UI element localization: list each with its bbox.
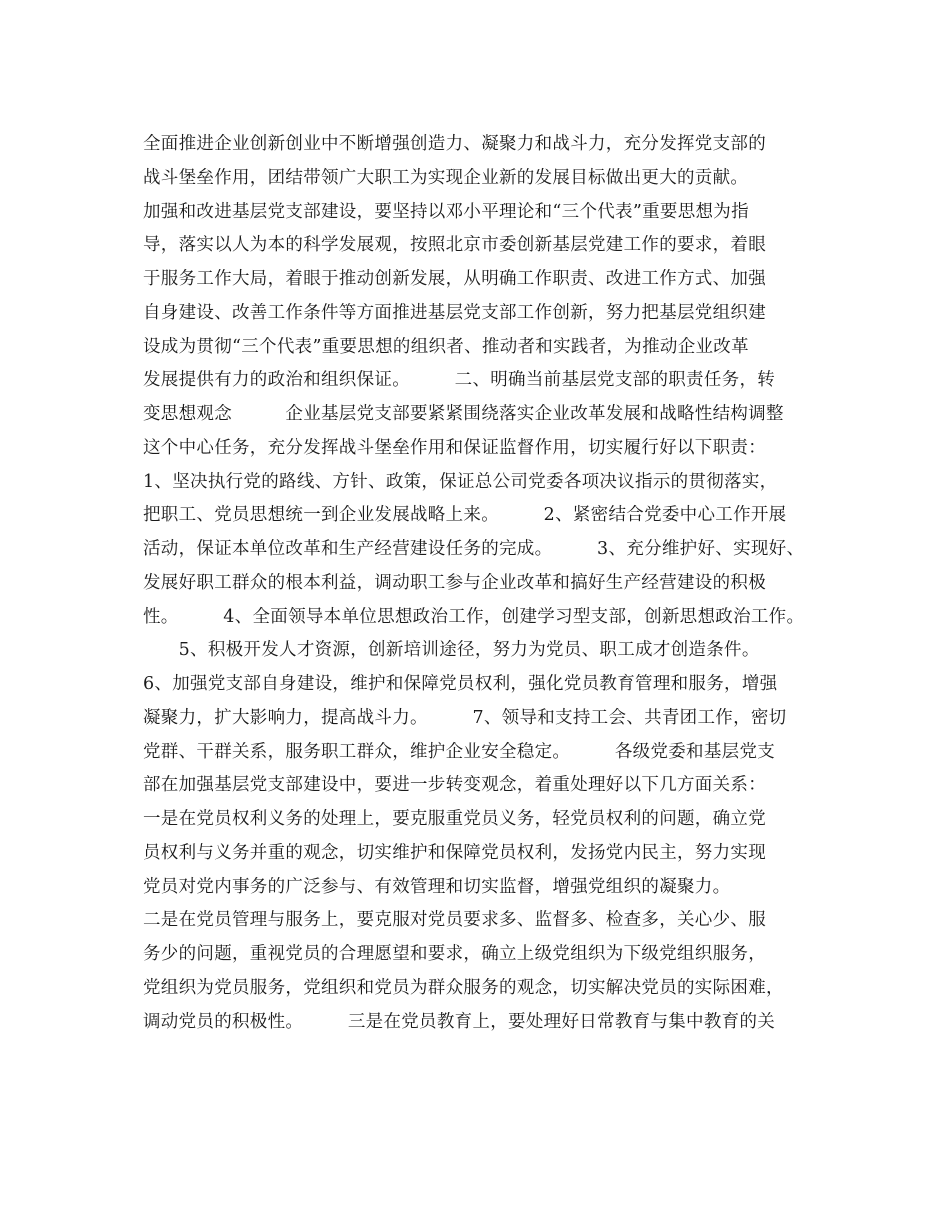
- text-line: 一是在党员权利义务的处理上，要克服重党员义务，轻党员权利的问题，确立党: [143, 809, 766, 829]
- text-line: 把职工、党员思想统一到企业发展战略上来。 2、紧密结合党委中心工作开展: [143, 505, 787, 526]
- body-text: [143, 128, 833, 1039]
- text-line: 自身建设、改善工作条件等方面推进基层党支部工作创新，努力把基层党组织建: [143, 302, 766, 323]
- text-line: 6、加强党支部自身建设，维护和保障党员权利，强化党员教育管理和服务，增强: [143, 674, 778, 694]
- text-line: 设成为贯彻“三个代表”重要思想的组织者、推动者和实践者，为推动企业改革: [143, 336, 749, 357]
- text-line: 党组织为党员服务，党组织和党员为群众服务的观念，切实解决党员的实际困难，: [143, 977, 784, 998]
- text-line: 活动，保证本单位改革和生产经营建设任务的完成。 3、充分维护好、实现好、: [143, 539, 805, 559]
- text-line: 发展好职工群众的根本利益，调动职工参与企业改革和搞好生产经营建设的积极: [143, 572, 766, 593]
- text-line: 于服务工作大局，着眼于推动创新发展，从明确工作职责、改进工作方式、加强: [143, 269, 766, 289]
- text-line: 发展提供有力的政治和组织保证。 二、明确当前基层党支部的职责任务，转: [143, 370, 776, 391]
- text-line: 调动党员的积极性。 三是在党员教育上，要处理好日常教育与集中教育的关: [143, 1011, 776, 1032]
- text-line: 5、积极开发人才资源，创新培训途径，努力为党员、职工成才创造条件。: [143, 640, 760, 661]
- text-line: 二是在党员管理与服务上，要克服对党员要求多、监督多、检查多，关心少、服: [143, 910, 766, 931]
- text-line: 变思想观念 企业基层党支部要紧紧围绕落实企业改革发展和战略性结构调整: [143, 404, 784, 424]
- text-line: 性。 4、全面领导本单位思想政治工作，创建学习型支部，创新思想政治工作。: [143, 606, 805, 627]
- text-line: 党员对党内事务的广泛参与、有效管理和切实监督，增强党组织的凝聚力。: [143, 876, 731, 897]
- text-line: 凝聚力，扩大影响力，提高战斗力。 7、领导和支持工会、共青团工作，密切: [143, 707, 787, 728]
- text-line: 全面推进企业创新创业中不断增强创造力、凝聚力和战斗力，充分发挥党支部的: [143, 134, 766, 154]
- text-line: 导，落实以人为本的科学发展观，按照北京市委创新基层党建工作的要求，着眼: [143, 235, 766, 256]
- text-line: 党群、干群关系，服务职工群众，维护企业安全稳定。 各级党委和基层党支: [143, 741, 776, 762]
- text-line: 务少的问题，重视党员的合理愿望和要求，确立上级党组织为下级党组织服务，: [143, 944, 766, 964]
- text-line: 部在加强基层党支部建设中，要进一步转变观念，着重处理好以下几方面关系：: [143, 775, 766, 796]
- text-line: 这个中心任务，充分发挥战斗堡垒作用和保证监督作用，切实履行好以下职责：: [143, 437, 766, 458]
- text-line: 战斗堡垒作用，团结带领广大职工为实现企业新的发展目标做出更大的贡献。: [143, 167, 749, 188]
- text-line: 员权利与义务并重的观念，切实维护和保障党员权利，发扬党内民主，努力实现: [143, 842, 766, 863]
- text-line: 1、坚决执行党的路线、方针、政策，保证总公司党委各项决议指示的贯彻落实，: [143, 471, 778, 492]
- text-line: 加强和改进基层党支部建设，要坚持以邓小平理论和“三个代表”重要思想为指: [143, 201, 749, 222]
